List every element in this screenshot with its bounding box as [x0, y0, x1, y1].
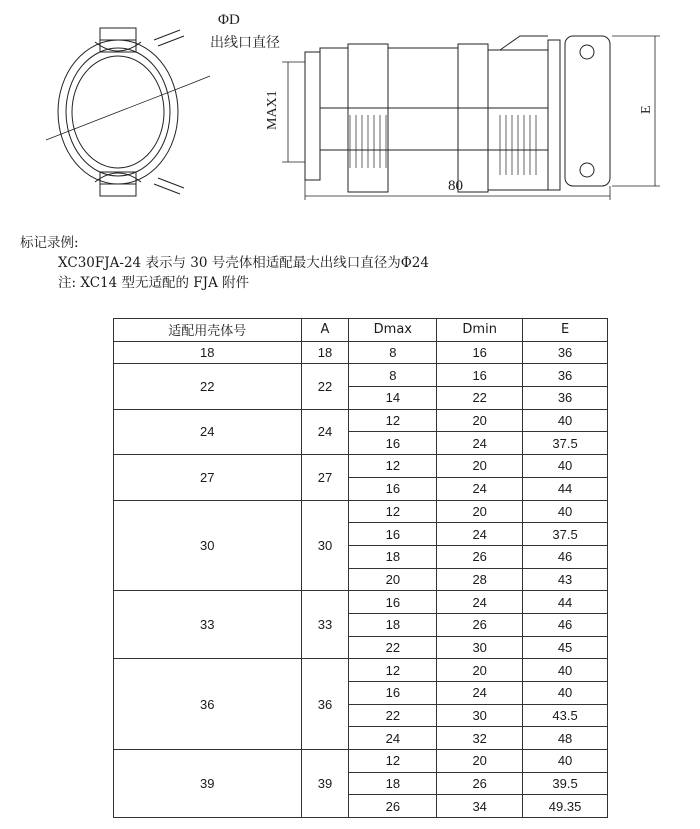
dmin-cell: 24 — [437, 523, 523, 546]
dmin-cell: 24 — [437, 477, 523, 500]
table-row — [114, 341, 608, 364]
e-cell: 40 — [523, 750, 608, 773]
shell-size-cell: 30 — [114, 500, 302, 591]
e-cell: 36 — [523, 387, 608, 410]
dmin-cell: 20 — [437, 750, 523, 773]
dmax-cell: 16 — [349, 591, 437, 614]
dmax-cell: 18 — [349, 772, 437, 795]
dmin-cell: 30 — [437, 636, 523, 659]
a-cell: 30 — [301, 500, 349, 591]
table-header-row — [114, 319, 608, 342]
shell-size-cell: 33 — [114, 591, 302, 659]
header-dmin: Dmin — [437, 319, 523, 342]
dmin-cell: 20 — [437, 409, 523, 432]
dmax-cell: 16 — [349, 432, 437, 455]
dmax-cell: 12 — [349, 409, 437, 432]
e-cell: 49.35 — [523, 795, 608, 818]
e-cell: 46 — [523, 613, 608, 636]
a-cell: 27 — [301, 455, 349, 500]
end-view-clamp — [46, 28, 210, 196]
dmin-cell: 24 — [437, 432, 523, 455]
dmax-cell: 18 — [349, 545, 437, 568]
table-row — [114, 409, 608, 432]
dmax-cell: 22 — [349, 636, 437, 659]
dmin-cell: 16 — [437, 364, 523, 387]
shell-size-cell: 24 — [114, 409, 302, 454]
dmin-cell: 20 — [437, 500, 523, 523]
e-cell: 37.5 — [523, 432, 608, 455]
e-cell: 36 — [523, 341, 608, 364]
e-cell: 40 — [523, 682, 608, 705]
e-cell: 45 — [523, 636, 608, 659]
dmax-cell: 16 — [349, 682, 437, 705]
dmax-cell: 18 — [349, 613, 437, 636]
shell-size-cell: 22 — [114, 364, 302, 409]
header-a: A — [301, 319, 349, 342]
dmin-cell: 20 — [437, 455, 523, 478]
shell-size-cell: 18 — [114, 341, 302, 364]
shell-size-cell: 36 — [114, 659, 302, 750]
dmax-cell: 12 — [349, 500, 437, 523]
dmax-cell: 22 — [349, 704, 437, 727]
header-dmax: Dmax — [349, 319, 437, 342]
dmax-cell: 24 — [349, 727, 437, 750]
dimension-lines — [282, 36, 660, 200]
header-e: E — [523, 319, 608, 342]
e-cell: 40 — [523, 659, 608, 682]
dim-phi-d-label: ΦD — [218, 12, 240, 28]
a-cell: 22 — [301, 364, 349, 409]
dmax-cell: 16 — [349, 523, 437, 546]
e-cell: 39.5 — [523, 772, 608, 795]
notes-heading: 标记录例: — [20, 235, 79, 251]
e-cell: 46 — [523, 545, 608, 568]
table-row — [114, 659, 608, 682]
e-cell: 40 — [523, 409, 608, 432]
dmax-cell: 26 — [349, 795, 437, 818]
table-row — [114, 364, 608, 387]
a-cell: 39 — [301, 750, 349, 818]
e-cell: 40 — [523, 500, 608, 523]
dmax-cell: 16 — [349, 477, 437, 500]
dim-max1-label: MAX1 — [265, 90, 280, 130]
dmin-cell: 30 — [437, 704, 523, 727]
a-cell: 18 — [301, 341, 349, 364]
e-cell: 48 — [523, 727, 608, 750]
dmin-cell: 16 — [437, 341, 523, 364]
e-cell: 43 — [523, 568, 608, 591]
marking-example: XC30FJA-24 表示与 30 号壳体相适配最大出线口直径为Φ24 — [58, 255, 429, 271]
a-cell: 24 — [301, 409, 349, 454]
table-row — [114, 750, 608, 773]
e-cell: 43.5 — [523, 704, 608, 727]
dmin-cell: 24 — [437, 591, 523, 614]
a-cell: 36 — [301, 659, 349, 750]
spec-table — [113, 318, 608, 818]
dim-outlet-diameter-label: 出线口直径 — [210, 35, 280, 51]
dim-e-label: E — [639, 105, 654, 114]
dim-length-label: 80 — [448, 178, 463, 194]
shell-size-cell: 27 — [114, 455, 302, 500]
a-cell: 33 — [301, 591, 349, 659]
dmax-cell: 8 — [349, 364, 437, 387]
dmax-cell: 12 — [349, 455, 437, 478]
dmin-cell: 32 — [437, 727, 523, 750]
side-view-connector — [305, 36, 610, 192]
dmax-cell: 14 — [349, 387, 437, 410]
dmin-cell: 20 — [437, 659, 523, 682]
dmin-cell: 34 — [437, 795, 523, 818]
e-cell: 44 — [523, 591, 608, 614]
connector-technical-drawing — [0, 0, 700, 215]
dmax-cell: 8 — [349, 341, 437, 364]
marking-note: 注: XC14 型无适配的 FJA 附件 — [58, 275, 250, 291]
e-cell: 36 — [523, 364, 608, 387]
shell-size-cell: 39 — [114, 750, 302, 818]
e-cell: 40 — [523, 455, 608, 478]
header-shell-size: 适配用壳体号 — [114, 319, 302, 342]
table-row — [114, 500, 608, 523]
dmin-cell: 24 — [437, 682, 523, 705]
marking-notes — [20, 233, 429, 293]
dmin-cell: 22 — [437, 387, 523, 410]
dmin-cell: 28 — [437, 568, 523, 591]
table-row — [114, 591, 608, 614]
dmin-cell: 26 — [437, 613, 523, 636]
table-row — [114, 455, 608, 478]
dmax-cell: 20 — [349, 568, 437, 591]
dmax-cell: 12 — [349, 659, 437, 682]
e-cell: 37.5 — [523, 523, 608, 546]
e-cell: 44 — [523, 477, 608, 500]
dmin-cell: 26 — [437, 545, 523, 568]
dmax-cell: 12 — [349, 750, 437, 773]
dmin-cell: 26 — [437, 772, 523, 795]
